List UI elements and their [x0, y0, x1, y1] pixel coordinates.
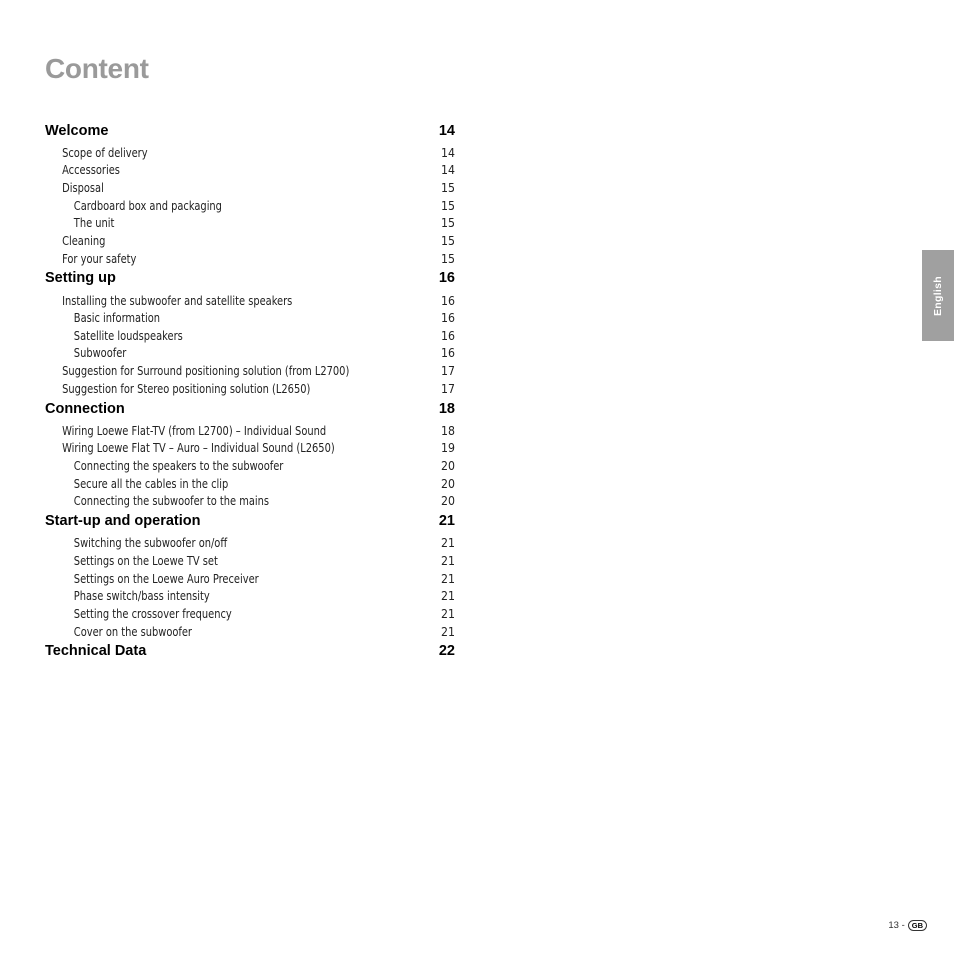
toc-entry-label: Subwoofer — [73, 346, 127, 360]
toc-entry-label: Setting up — [45, 270, 116, 286]
toc-entry-page: 21 — [441, 536, 455, 550]
toc-entry-page: 15 — [441, 216, 455, 230]
toc-entry — [45, 252, 455, 266]
toc-entry — [45, 607, 455, 621]
toc-entry — [45, 477, 455, 491]
toc-section — [45, 270, 455, 286]
toc-section — [45, 513, 455, 529]
toc-entry — [45, 311, 455, 325]
toc-entry-label: Cardboard box and packaging — [73, 199, 222, 213]
toc-entry-page: 18 — [438, 401, 455, 417]
country-badge: GB — [908, 920, 927, 931]
toc-entry-page: 21 — [441, 607, 455, 621]
toc-entry — [45, 382, 455, 396]
toc-entry-page: 14 — [441, 146, 455, 160]
toc-entry — [45, 572, 455, 586]
toc-entry — [45, 459, 455, 473]
toc-entry-label: Connection — [45, 401, 125, 417]
toc-entry-label: Disposal — [62, 181, 104, 195]
toc-entry-label: Settings on the Loewe TV set — [73, 554, 218, 568]
toc-entry-label: Setting the crossover frequency — [73, 607, 232, 621]
toc-entry — [45, 554, 455, 568]
toc-entry-label: Cover on the subwoofer — [73, 625, 192, 639]
toc-entry-label: Suggestion for Surround positioning solution (from L2700) — [62, 364, 350, 378]
toc-entry-label: Suggestion for Stereo positioning solution (L2650) — [62, 382, 311, 396]
toc-entry-page: 17 — [441, 364, 455, 378]
toc-entry-page: 15 — [441, 199, 455, 213]
page-footer — [888, 920, 927, 931]
toc-entry — [45, 424, 455, 438]
toc-entry-page: 21 — [438, 513, 455, 529]
toc-entry — [45, 181, 455, 195]
toc-entry-page: 20 — [441, 459, 455, 473]
toc-entry-page: 18 — [441, 424, 455, 438]
toc-entry — [45, 494, 455, 508]
toc-entry-label: Accessories — [62, 163, 120, 177]
toc-entry-page: 14 — [441, 163, 455, 177]
toc-entry-label: Cleaning — [62, 234, 106, 248]
language-tab — [922, 250, 954, 341]
toc-entry-label: Connecting the speakers to the subwoofer — [73, 459, 284, 473]
toc-entry-page: 16 — [441, 294, 455, 308]
toc-entry — [45, 441, 455, 455]
toc-entry — [45, 329, 455, 343]
toc-entry-page: 21 — [441, 554, 455, 568]
toc-entry — [45, 234, 455, 248]
toc-entry-page: 16 — [441, 311, 455, 325]
toc-entry-page: 17 — [441, 382, 455, 396]
toc-entry-page: 15 — [441, 234, 455, 248]
toc-entry-page: 16 — [438, 270, 455, 286]
toc-entry-label: Welcome — [45, 123, 109, 139]
toc-entry-page: 14 — [438, 123, 455, 139]
toc-entry-label: Phase switch/bass intensity — [73, 589, 210, 603]
toc-entry-page: 20 — [441, 477, 455, 491]
toc-entry-label: Start-up and operation — [45, 513, 201, 529]
toc-entry-label: Wiring Loewe Flat-TV (from L2700) – Individual Sound — [62, 424, 327, 438]
toc-entry — [45, 625, 455, 639]
toc-entry-label: For your safety — [62, 252, 137, 266]
toc-entry — [45, 216, 455, 230]
page-number: 13 - — [888, 920, 905, 931]
toc-entry-page: 15 — [441, 252, 455, 266]
toc-entry-label: Settings on the Loewe Auro Preceiver — [73, 572, 259, 586]
toc-entry-page: 19 — [441, 441, 455, 455]
toc-entry-page: 21 — [441, 625, 455, 639]
toc-entry-page: 16 — [441, 346, 455, 360]
toc-entry-label: Connecting the subwoofer to the mains — [73, 494, 270, 508]
toc-entry — [45, 146, 455, 160]
toc-entry — [45, 294, 455, 308]
toc-section — [45, 643, 455, 659]
toc-entry-label: Satellite loudspeakers — [73, 329, 183, 343]
toc-entry-page: 15 — [441, 181, 455, 195]
toc-entry — [45, 199, 455, 213]
page-title: Content — [45, 53, 149, 84]
toc-entry-label: Installing the subwoofer and satellite speakers — [62, 294, 293, 308]
toc-entry-page: 22 — [438, 643, 455, 659]
toc-entry — [45, 346, 455, 360]
toc-entry — [45, 589, 455, 603]
toc-entry-page: 21 — [441, 589, 455, 603]
toc-entry-label: Technical Data — [45, 643, 147, 659]
toc-entry — [45, 364, 455, 378]
toc-entry-page: 16 — [441, 329, 455, 343]
toc-entry-page: 20 — [441, 494, 455, 508]
toc-entry-label: Switching the subwoofer on/off — [73, 536, 228, 550]
toc-entry-label: Basic information — [73, 311, 160, 325]
toc-entry — [45, 163, 455, 177]
toc-section — [45, 123, 455, 139]
toc-entry-label: The unit — [73, 216, 115, 230]
toc-entry-label: Secure all the cables in the clip — [73, 477, 229, 491]
language-tab-label: English — [932, 275, 944, 316]
toc-entry — [45, 536, 455, 550]
toc-entry-label: Scope of delivery — [62, 146, 148, 160]
toc-section — [45, 401, 455, 417]
toc-entry-label: Wiring Loewe Flat TV – Auro – Individual Sound (L2650) — [62, 441, 335, 455]
toc-entry-page: 21 — [441, 572, 455, 586]
